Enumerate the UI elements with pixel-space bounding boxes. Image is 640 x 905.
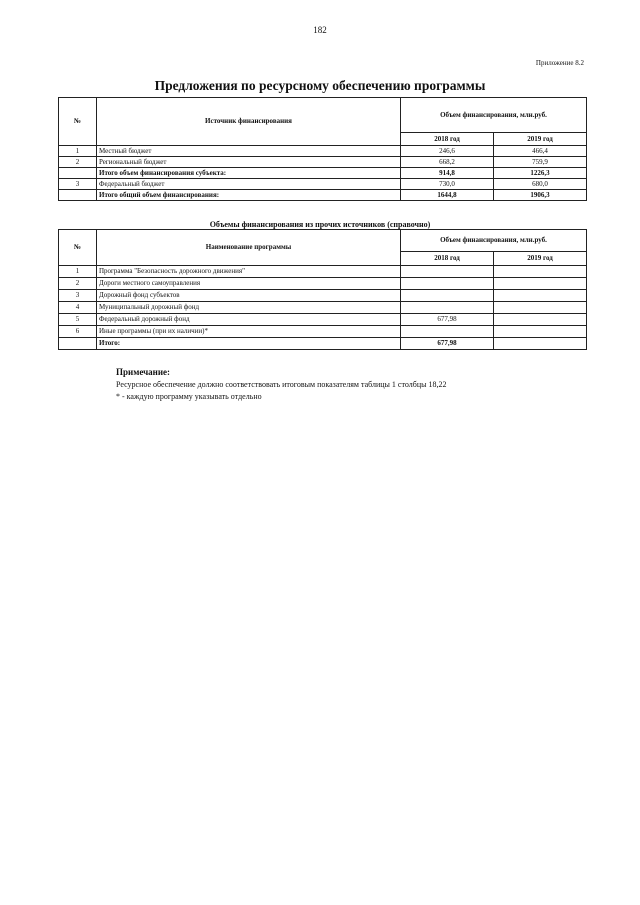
col-header-volume: Объем финансирования, млн.руб. — [401, 98, 587, 133]
table-row — [59, 278, 587, 290]
page-title: Предложения по ресурсному обеспечению программы — [154, 78, 486, 93]
row-num: 4 — [59, 302, 97, 314]
col-header-2019: 2019 год — [494, 133, 587, 146]
col-header-num: № — [59, 230, 97, 266]
notes — [116, 366, 446, 402]
row-name: Иные программы (при их наличии)* — [97, 326, 401, 338]
table-row — [59, 326, 587, 338]
row-name: Итого объем финансирования субъекта: — [97, 168, 401, 179]
row-num — [59, 190, 97, 201]
row-num — [59, 338, 97, 350]
table-row — [59, 338, 587, 350]
notes-line-1: Ресурсное обеспечение должно соответствовать итоговым показателям таблицы 1 столбцы 18,22 — [116, 380, 447, 390]
table-row — [59, 157, 587, 168]
row-name: Региональный бюджет — [97, 157, 401, 168]
row-value-2019: 1226,3 — [494, 168, 587, 179]
table-row — [59, 302, 587, 314]
row-value-2018: 668,2 — [401, 157, 494, 168]
row-value-2019 — [494, 302, 587, 314]
row-num: 5 — [59, 314, 97, 326]
table-row — [59, 290, 587, 302]
row-value-2019 — [494, 266, 587, 278]
row-num: 1 — [59, 146, 97, 157]
row-num: 1 — [59, 266, 97, 278]
notes-line-2: * - каждую программу указывать отдельно — [116, 391, 262, 401]
row-value-2019 — [494, 278, 587, 290]
row-value-2018 — [401, 278, 494, 290]
row-name: Федеральный бюджет — [97, 179, 401, 190]
page-number: 182 — [313, 25, 327, 35]
table-row — [59, 266, 587, 278]
row-name: Программа "Безопасность дорожного движения" — [97, 266, 401, 278]
notes-heading: Примечание: — [116, 367, 171, 377]
col-header-volume: Объем финансирования, млн.руб. — [401, 230, 587, 252]
row-name: Итого общий объем финансирования: — [97, 190, 401, 201]
other-sources-table — [58, 229, 587, 350]
row-value-2018: 246,6 — [401, 146, 494, 157]
row-value-2019 — [494, 314, 587, 326]
appendix-label: Приложение 8.2 — [535, 59, 584, 67]
row-num: 2 — [59, 157, 97, 168]
row-name: Федеральный дорожный фонд — [97, 314, 401, 326]
row-value-2018 — [401, 302, 494, 314]
table-row — [59, 314, 587, 326]
row-num: 2 — [59, 278, 97, 290]
row-num: 6 — [59, 326, 97, 338]
table-row — [59, 146, 587, 157]
row-value-2018: 730,0 — [401, 179, 494, 190]
row-name: Местный бюджет — [97, 146, 401, 157]
row-value-2019: 1906,3 — [494, 190, 587, 201]
table-row — [59, 179, 587, 190]
col-header-2018: 2018 год — [401, 252, 494, 266]
row-value-2018 — [401, 290, 494, 302]
row-name: Итого: — [97, 338, 401, 350]
row-value-2018: 677,98 — [401, 338, 494, 350]
table-row — [59, 190, 587, 201]
row-value-2019 — [494, 338, 587, 350]
table-row — [59, 168, 587, 179]
col-header-program: Наименование программы — [97, 230, 401, 266]
row-value-2019: 680,0 — [494, 179, 587, 190]
row-value-2019: 466,4 — [494, 146, 587, 157]
row-num — [59, 168, 97, 179]
row-value-2019: 759,9 — [494, 157, 587, 168]
col-header-2019: 2019 год — [494, 252, 587, 266]
row-value-2018: 677,98 — [401, 314, 494, 326]
resource-table — [58, 97, 587, 201]
row-value-2019 — [494, 326, 587, 338]
row-num: 3 — [59, 179, 97, 190]
row-value-2018: 1644,8 — [401, 190, 494, 201]
col-header-source: Источник финансирования — [97, 98, 401, 146]
col-header-num: № — [59, 98, 97, 146]
row-name: Дорожный фонд субъектов — [97, 290, 401, 302]
row-value-2018: 914,8 — [401, 168, 494, 179]
other-sources-title: Объемы финансирования из прочих источников (справочно) — [209, 220, 431, 229]
col-header-2018: 2018 год — [401, 133, 494, 146]
row-value-2019 — [494, 290, 587, 302]
row-name: Дороги местного самоуправления — [97, 278, 401, 290]
row-value-2018 — [401, 326, 494, 338]
row-name: Муниципальный дорожный фонд — [97, 302, 401, 314]
row-value-2018 — [401, 266, 494, 278]
row-num: 3 — [59, 290, 97, 302]
